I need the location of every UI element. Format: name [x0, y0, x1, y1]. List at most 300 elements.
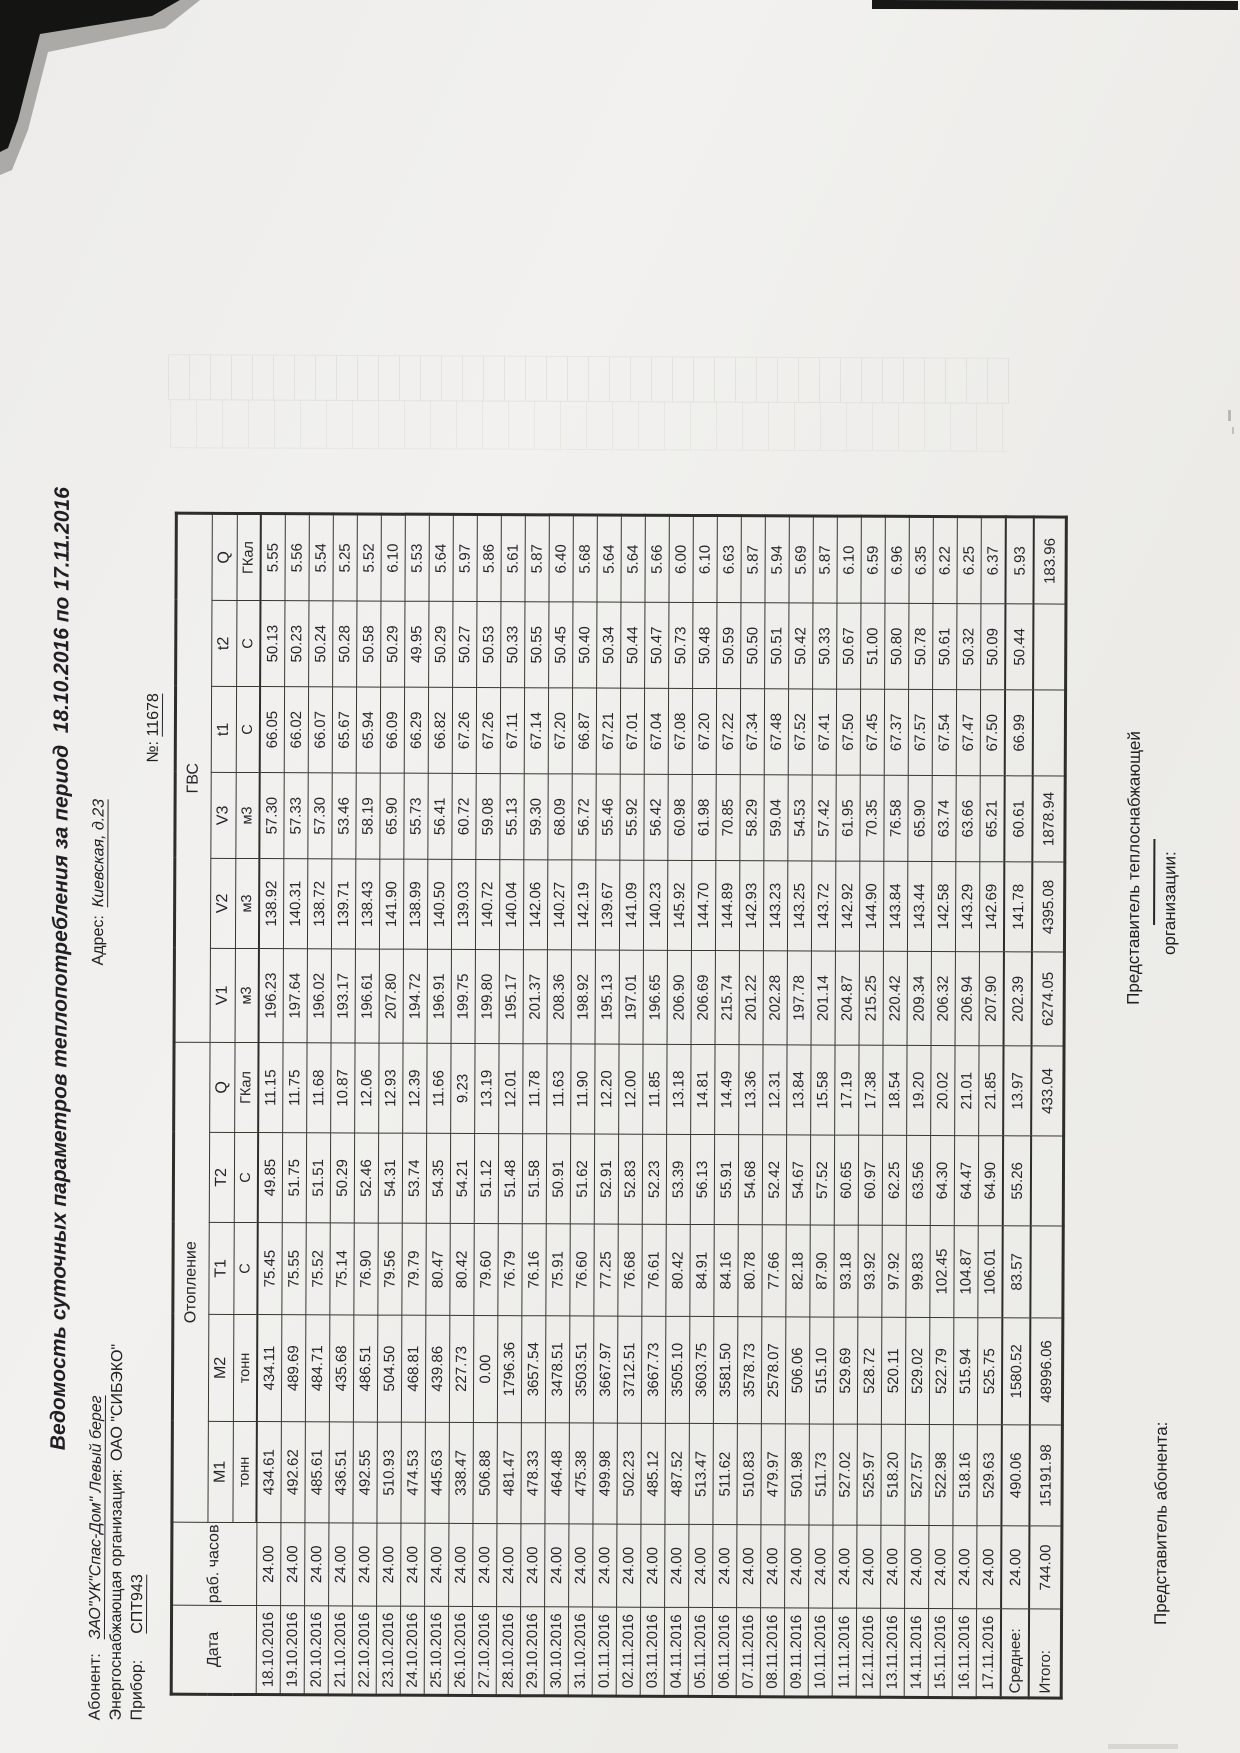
value-cell: 510.93: [377, 1422, 401, 1523]
col-header-hours: раб. часов: [172, 1522, 257, 1605]
value-cell: 436.51: [329, 1422, 353, 1523]
value-cell: 2578.07: [761, 1317, 785, 1424]
value-cell: 5.52: [357, 514, 381, 601]
value-cell: 66.09: [380, 687, 404, 773]
value-cell: 479.97: [761, 1424, 785, 1525]
value-cell: 59.08: [476, 773, 500, 859]
value-cell: 12.00: [619, 1044, 643, 1134]
value-cell: 64.47: [954, 1136, 978, 1226]
unit-m2: тонн: [233, 1314, 257, 1421]
value-cell: 143.25: [787, 861, 811, 951]
value-cell: 193.17: [331, 949, 355, 1043]
value-cell: 5.87: [813, 516, 837, 603]
value-cell: 24.00: [473, 1523, 497, 1606]
device-value: СПТ943: [128, 1574, 147, 1634]
value-cell: 6.35: [909, 516, 933, 603]
value-cell: 3667.73: [641, 1316, 665, 1423]
value-cell: 66.02: [284, 687, 308, 773]
value-cell: 201.37: [523, 950, 547, 1044]
value-cell: 52.23: [642, 1134, 666, 1224]
value-cell: 1580.52: [1002, 1318, 1030, 1425]
value-cell: 140.72: [475, 859, 499, 949]
value-cell: 12.39: [403, 1043, 427, 1133]
value-cell: 50.53: [477, 601, 501, 687]
value-cell: 76.58: [884, 775, 908, 861]
value-cell: 196.23: [259, 949, 284, 1043]
value-cell: 67.50: [836, 689, 860, 775]
value-cell: 510.83: [737, 1424, 761, 1525]
value-cell: 434.61: [256, 1422, 281, 1523]
col-header-v2: V2: [210, 858, 235, 948]
value-cell: 5.55: [260, 514, 285, 601]
value-cell: 11.66: [427, 1043, 451, 1133]
value-cell: 61.98: [692, 774, 716, 860]
paper-edge-mark: [1232, 427, 1234, 434]
value-cell: 20.02: [931, 1045, 955, 1135]
value-cell: 529.02: [905, 1317, 929, 1424]
value-cell: 55.73: [404, 773, 428, 859]
value-cell: 5.97: [453, 514, 477, 601]
value-cell: 67.21: [596, 688, 620, 774]
value-cell: 506.06: [785, 1317, 809, 1424]
value-cell: 197.64: [283, 949, 307, 1043]
value-cell: 478.33: [521, 1423, 545, 1524]
value-cell: 51.75: [282, 1133, 306, 1223]
value-cell: 50.58: [357, 601, 381, 687]
scan-top-streak: [872, 0, 1238, 10]
col-header-date: Дата: [171, 1605, 256, 1694]
value-cell: 24.00: [641, 1524, 665, 1607]
address-value: Киевская, д.23: [90, 798, 108, 908]
unit-q-heating: ГКал: [235, 1042, 259, 1132]
value-cell: 48996.06: [1030, 1318, 1063, 1425]
value-cell: 445.63: [425, 1422, 449, 1523]
value-cell: 529.63: [977, 1425, 1002, 1526]
unit-t1-supply: С: [234, 1222, 258, 1314]
value-cell: 206.94: [955, 952, 979, 1046]
supplier-representative-block: [1124, 585, 1206, 1005]
col-header-t1-gvs: t1: [211, 686, 236, 772]
value-cell: 50.67: [837, 603, 861, 689]
value-cell: 499.98: [593, 1423, 617, 1524]
value-cell: 67.48: [764, 689, 788, 775]
table-row: [1029, 517, 1067, 1698]
date-cell: 21.10.2016: [328, 1606, 352, 1695]
value-cell: 522.79: [929, 1317, 953, 1424]
value-cell: 52.83: [618, 1134, 642, 1224]
value-cell: 50.91: [546, 1134, 570, 1224]
value-cell: 515.94: [953, 1318, 977, 1425]
value-cell: 144.90: [859, 861, 883, 951]
value-cell: 506.88: [473, 1422, 497, 1523]
value-cell: 70.85: [716, 775, 740, 861]
value-cell: 6.25: [957, 517, 981, 604]
group-header-otoplenie: Отопление: [172, 1042, 210, 1522]
value-cell: 65.67: [332, 687, 356, 773]
value-cell: 207.90: [979, 952, 1004, 1046]
value-cell: 142.19: [571, 860, 595, 950]
col-header-v3: V3: [211, 772, 236, 858]
value-cell: 68.09: [548, 774, 572, 860]
value-cell: 522.98: [929, 1424, 953, 1525]
value-cell: 140.31: [283, 859, 307, 949]
value-cell: 67.26: [476, 687, 500, 773]
unit-q-gvs: ГКал: [237, 513, 261, 600]
value-cell: 24.00: [593, 1524, 617, 1607]
unit-m1: тонн: [233, 1421, 257, 1522]
device-label: Прибор:: [128, 1659, 146, 1721]
value-cell: 51.00: [861, 603, 885, 689]
value-cell: 76.90: [354, 1223, 378, 1315]
unit-v1: м3: [235, 948, 259, 1042]
date-cell: 07.11.2016: [736, 1608, 760, 1697]
value-cell: 13.97: [1003, 1046, 1031, 1136]
value-cell: 64.90: [978, 1136, 1003, 1226]
value-cell: 75.14: [330, 1223, 354, 1315]
value-cell: 57.52: [810, 1135, 834, 1225]
value-cell: 511.62: [713, 1424, 737, 1525]
value-cell: 206.69: [691, 950, 715, 1044]
value-cell: 5.87: [525, 515, 549, 602]
value-cell: 24.00: [809, 1525, 833, 1608]
value-cell: 464.48: [545, 1423, 569, 1524]
value-cell: 24.00: [857, 1525, 881, 1608]
value-cell: 206.90: [667, 950, 691, 1044]
value-cell: 4395.08: [1032, 862, 1065, 952]
value-cell: 76.79: [498, 1224, 522, 1316]
value-cell: 24.00: [569, 1524, 593, 1607]
date-cell: 22.10.2016: [352, 1606, 376, 1695]
value-cell: 51.51: [306, 1133, 330, 1223]
value-cell: 24.00: [497, 1524, 521, 1607]
value-cell: 215.74: [715, 951, 739, 1045]
value-cell: 54.68: [738, 1135, 762, 1225]
value-cell: 65.90: [380, 773, 404, 859]
value-cell: 56.41: [428, 773, 452, 859]
value-cell: 0.00: [473, 1315, 497, 1422]
value-cell: 50.27: [453, 601, 477, 687]
value-cell: 485.12: [641, 1423, 665, 1524]
value-cell: 6.63: [717, 516, 741, 603]
value-cell: 50.50: [741, 603, 765, 689]
value-cell: 5.87: [741, 516, 765, 603]
value-cell: 49.85: [258, 1133, 283, 1223]
value-cell: 139.71: [331, 859, 355, 949]
meter-number-label: №:: [144, 740, 162, 763]
value-cell: 49.95: [405, 601, 429, 687]
value-cell: 199.80: [475, 949, 499, 1043]
value-cell: 66.87: [572, 688, 596, 774]
signature-area: [1121, 25, 1228, 1725]
value-cell: [1033, 690, 1066, 776]
value-cell: 501.98: [785, 1424, 809, 1525]
value-cell: 5.61: [501, 515, 525, 602]
unit-t2-return: С: [234, 1132, 258, 1222]
document-meta: [85, 20, 155, 1720]
date-cell: 04.11.2016: [664, 1607, 688, 1696]
value-cell: 50.47: [645, 602, 669, 688]
value-cell: 50.33: [813, 603, 837, 689]
value-cell: 24.00: [953, 1526, 977, 1609]
value-cell: 55.46: [596, 774, 620, 860]
value-cell: 141.78: [1004, 862, 1032, 952]
address-label: Адрес:: [89, 915, 108, 966]
value-cell: 527.57: [905, 1424, 929, 1525]
date-cell: 23.10.2016: [376, 1606, 400, 1695]
value-cell: 50.73: [669, 602, 693, 688]
value-cell: 10.87: [331, 1043, 355, 1133]
value-cell: 207.80: [379, 949, 403, 1043]
value-cell: 511.73: [809, 1424, 833, 1525]
document: [13, 20, 1180, 1725]
value-cell: 11.63: [547, 1044, 571, 1134]
value-cell: 142.93: [739, 861, 763, 951]
value-cell: 51.48: [498, 1134, 522, 1224]
value-cell: 55.26: [1003, 1136, 1031, 1226]
value-cell: 24.00: [377, 1523, 401, 1606]
value-cell: 504.50: [377, 1315, 401, 1422]
value-cell: 9.23: [451, 1043, 475, 1133]
value-cell: 24.00: [929, 1525, 953, 1608]
value-cell: 195.13: [595, 950, 619, 1044]
value-cell: 54.53: [788, 775, 812, 861]
value-cell: 57.33: [284, 773, 308, 859]
value-cell: 518.16: [953, 1425, 977, 1526]
value-cell: 14.49: [715, 1045, 739, 1135]
date-cell: 27.10.2016: [472, 1606, 496, 1695]
value-cell: 50.23: [285, 601, 309, 687]
value-cell: 529.69: [833, 1317, 857, 1424]
value-cell: 227.73: [449, 1315, 473, 1422]
abonent-label: Абонент:: [86, 1653, 104, 1721]
date-cell: 10.11.2016: [808, 1608, 832, 1697]
value-cell: 143.72: [811, 861, 835, 951]
date-cell: 31.10.2016: [568, 1607, 592, 1696]
value-cell: 13.18: [667, 1044, 691, 1134]
value-cell: 50.48: [693, 602, 717, 688]
value-cell: 474.53: [401, 1422, 425, 1523]
value-cell: 50.80: [885, 603, 909, 689]
value-cell: 54.35: [426, 1133, 450, 1223]
value-cell: 528.72: [857, 1317, 881, 1424]
col-header-q-heating: Q: [210, 1042, 235, 1132]
value-cell: 142.58: [931, 861, 955, 951]
value-cell: 56.72: [572, 774, 596, 860]
value-cell: 11.78: [523, 1044, 547, 1134]
table-header: [171, 513, 261, 1694]
value-cell: 3578.73: [737, 1317, 761, 1424]
value-cell: 56.42: [644, 774, 668, 860]
unit-t1-gvs: С: [236, 686, 260, 772]
value-cell: 67.45: [860, 689, 884, 775]
value-cell: 76.60: [570, 1224, 594, 1316]
value-cell: 24.00: [689, 1524, 713, 1607]
value-cell: 199.75: [451, 949, 475, 1043]
value-cell: 67.54: [932, 689, 956, 775]
value-cell: 80.42: [666, 1224, 690, 1316]
value-cell: 106.01: [978, 1226, 1003, 1318]
date-cell: Среднее:: [1001, 1609, 1029, 1698]
date-cell: 16.11.2016: [952, 1609, 976, 1698]
value-cell: 50.51: [765, 603, 789, 689]
col-header-v1: V1: [210, 948, 235, 1042]
value-cell: 138.92: [259, 859, 284, 949]
value-cell: 75.52: [306, 1223, 330, 1315]
date-cell: 24.10.2016: [400, 1606, 424, 1695]
value-cell: 492.55: [353, 1422, 377, 1523]
date-cell: 28.10.2016: [496, 1607, 520, 1696]
value-cell: 60.61: [1004, 776, 1032, 862]
value-cell: 66.05: [260, 687, 285, 773]
value-cell: 66.29: [404, 687, 428, 773]
value-cell: 11.90: [571, 1044, 595, 1134]
value-cell: 6.22: [933, 516, 957, 603]
value-cell: 55.92: [620, 774, 644, 860]
value-cell: 76.16: [522, 1224, 546, 1316]
date-cell: 06.11.2016: [712, 1608, 736, 1697]
value-cell: 50.59: [717, 603, 741, 689]
value-cell: [1033, 604, 1066, 690]
value-cell: 50.13: [260, 601, 285, 687]
col-header-q-gvs: Q: [212, 513, 237, 600]
paper-edge-mark: [1228, 410, 1231, 421]
value-cell: 67.11: [500, 688, 524, 774]
document-title: Ведомость суточных параметров теплопотребления за период 18.10.2016 по 17.11.2016: [46, 487, 74, 1451]
value-cell: 24.00: [401, 1523, 425, 1606]
value-cell: 5.25: [333, 514, 357, 601]
value-cell: 50.32: [957, 604, 981, 690]
value-cell: 6.10: [693, 515, 717, 602]
date-cell: 14.11.2016: [904, 1608, 928, 1697]
value-cell: 13.84: [787, 1045, 811, 1135]
supplier-representative-label: Представитель теплоснабжающей: [1123, 731, 1144, 1005]
value-cell: 15191.98: [1029, 1425, 1062, 1526]
value-cell: 11.68: [307, 1043, 331, 1133]
value-cell: 79.56: [378, 1223, 402, 1315]
value-cell: 84.91: [690, 1224, 714, 1316]
value-cell: [1030, 1226, 1063, 1318]
value-cell: 50.33: [501, 602, 525, 688]
value-cell: 5.64: [621, 515, 645, 602]
value-cell: 79.60: [474, 1223, 498, 1315]
value-cell: 198.92: [571, 950, 595, 1044]
value-cell: 58.29: [740, 775, 764, 861]
value-cell: 24.00: [545, 1524, 569, 1607]
value-cell: 50.42: [789, 603, 813, 689]
value-cell: 60.72: [452, 773, 476, 859]
col-header-m2: М2: [208, 1314, 233, 1421]
value-cell: 58.19: [356, 773, 380, 859]
date-cell: 02.11.2016: [616, 1607, 640, 1696]
value-cell: 12.20: [595, 1044, 619, 1134]
col-header-m1: М1: [208, 1421, 233, 1522]
value-cell: 24.00: [905, 1525, 929, 1608]
value-cell: 55.91: [714, 1135, 738, 1225]
value-cell: 138.99: [403, 859, 427, 949]
value-cell: 59.04: [764, 775, 788, 861]
value-cell: 21.01: [955, 1046, 979, 1136]
value-cell: 63.66: [956, 776, 980, 862]
value-cell: 50.24: [309, 601, 333, 687]
date-cell: 19.10.2016: [280, 1606, 304, 1695]
value-cell: 475.38: [569, 1423, 593, 1524]
value-cell: 75.55: [282, 1223, 306, 1315]
value-cell: 59.30: [524, 774, 548, 860]
value-cell: 54.21: [450, 1133, 474, 1223]
value-cell: 50.44: [1005, 604, 1033, 690]
value-cell: 24.00: [449, 1523, 473, 1606]
value-cell: 67.47: [956, 690, 980, 776]
value-cell: 93.18: [834, 1225, 858, 1317]
value-cell: 60.98: [668, 774, 692, 860]
value-cell: 201.14: [811, 951, 835, 1045]
value-cell: 24.00: [881, 1525, 905, 1608]
value-cell: 489.69: [281, 1315, 305, 1422]
value-cell: 18.54: [883, 1045, 907, 1135]
unit-t2-gvs: С: [237, 600, 261, 686]
value-cell: 24.00: [305, 1523, 329, 1606]
value-cell: 527.02: [833, 1424, 857, 1525]
value-cell: 12.06: [355, 1043, 379, 1133]
value-cell: 55.13: [500, 774, 524, 860]
value-cell: 3603.75: [689, 1316, 713, 1423]
value-cell: 53.39: [666, 1134, 690, 1224]
value-cell: 485.61: [305, 1422, 329, 1523]
abonent-value: ЗАО"УК"Спас-Дом" Левый берег: [86, 1395, 105, 1640]
value-cell: 439.86: [425, 1315, 449, 1422]
value-cell: 197.78: [787, 951, 811, 1045]
value-cell: 17.38: [859, 1045, 883, 1135]
col-header-t2-return: Т2: [209, 1132, 234, 1222]
value-cell: 87.90: [810, 1225, 834, 1317]
col-header-t2-gvs: t2: [212, 600, 237, 686]
value-cell: 67.14: [524, 688, 548, 774]
value-cell: 744.00: [1029, 1526, 1062, 1609]
value-cell: 138.43: [355, 859, 379, 949]
meter-number-value: 11678: [144, 693, 163, 737]
value-cell: 14.81: [691, 1044, 715, 1134]
value-cell: 66.82: [428, 687, 452, 773]
value-cell: 144.89: [715, 861, 739, 951]
value-cell: 484.71: [305, 1315, 329, 1422]
date-cell: 01.11.2016: [592, 1607, 616, 1696]
value-cell: 144.70: [691, 860, 715, 950]
value-cell: 338.47: [449, 1422, 473, 1523]
value-cell: 50.09: [981, 604, 1006, 690]
date-cell: 13.11.2016: [880, 1608, 904, 1697]
date-cell: 05.11.2016: [688, 1607, 712, 1696]
value-cell: 82.18: [786, 1225, 810, 1317]
value-cell: 196.61: [355, 949, 379, 1043]
value-cell: 64.30: [930, 1135, 954, 1225]
value-cell: 6.40: [549, 515, 573, 602]
value-cell: 140.04: [499, 860, 523, 950]
value-cell: 52.91: [594, 1134, 618, 1224]
value-cell: 15.58: [811, 1045, 835, 1135]
meter-number: [145, 693, 163, 762]
unit-v2: м3: [235, 858, 259, 948]
value-cell: 142.69: [979, 862, 1004, 952]
value-cell: 24.00: [617, 1524, 641, 1607]
group-header-gvs: ГВС: [174, 513, 212, 1042]
value-cell: 54.31: [378, 1133, 402, 1223]
value-cell: 51.12: [474, 1133, 498, 1223]
value-cell: 525.97: [857, 1424, 881, 1525]
value-cell: 434.11: [257, 1315, 282, 1422]
value-cell: 5.94: [765, 516, 789, 603]
value-cell: 3505.10: [665, 1316, 689, 1423]
value-cell: 12.01: [499, 1044, 523, 1134]
